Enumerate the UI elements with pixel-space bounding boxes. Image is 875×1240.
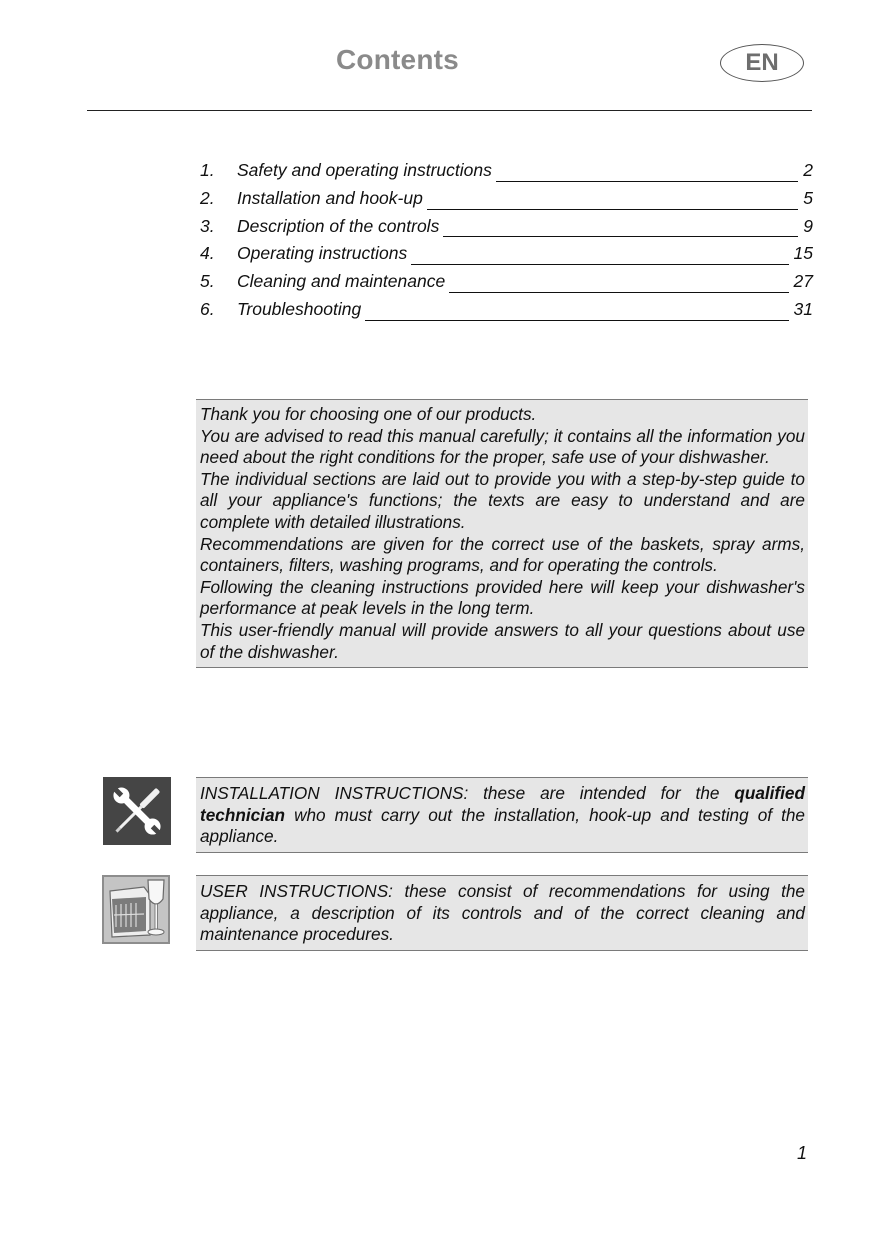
page-number: 1: [797, 1143, 808, 1163]
toc-entry-operating[interactable]: [200, 243, 813, 271]
toc-entry-safety[interactable]: [200, 160, 813, 188]
toc-page-number: 2: [803, 160, 813, 180]
intro-paragraph: You are advised to read this manual carefully; it contains all the information you need about the right conditions for the proper, safe use of your dishwasher.: [200, 425, 805, 468]
user-instructions-note: [196, 875, 808, 951]
toc-leader-line: [496, 181, 798, 182]
installation-note-text-end: who must carry out the installation, hook-up and testing of the appliance.: [200, 804, 805, 847]
toc-entry-controls[interactable]: [200, 216, 813, 244]
intro-note: [196, 399, 808, 668]
toc-leader-line: [449, 292, 788, 293]
toc-leader-line: [427, 209, 798, 210]
intro-paragraph: Recommendations are given for the correct use of the baskets, spray arms, containers, filters, washing programs, and for operating the controls.: [200, 533, 805, 576]
toc-title: Operating instructions: [237, 243, 408, 264]
installation-note-text: INSTALLATION INSTRUCTIONS: these are intended for the: [200, 783, 735, 803]
toc-page-number: 27: [793, 271, 813, 292]
tools-icon: [103, 777, 171, 845]
toc-leader-line: [411, 264, 788, 265]
toc-number: 4.: [200, 243, 215, 264]
toc-number: 5.: [200, 271, 215, 292]
toc-title: Description of the controls: [237, 215, 440, 236]
intro-paragraph: Thank you for choosing one of our products.: [200, 404, 537, 424]
toc-page-number: 15: [793, 243, 813, 264]
toc-page-number: 5: [803, 187, 813, 208]
toc-number: 1.: [200, 160, 215, 180]
language-badge: EN: [720, 44, 804, 82]
toc-leader-line: [365, 320, 788, 321]
toc-title: Troubleshooting: [237, 298, 362, 319]
toc-title: Installation and hook-up: [237, 187, 423, 208]
toc-entry-troubleshooting[interactable]: [200, 299, 813, 327]
intro-paragraph: Following the cleaning instructions provided here will keep your dishwasher's performance at peak levels in the long term.: [200, 576, 805, 619]
toc-number: 6.: [200, 298, 215, 319]
installation-instructions-note: [196, 777, 808, 853]
installation-note-emphasis: qualified technician: [200, 783, 805, 825]
toc-entry-cleaning[interactable]: [200, 271, 813, 299]
table-of-contents: [200, 160, 813, 327]
intro-paragraph: This user-friendly manual will provide answers to all your questions about use of the dishwasher.: [200, 619, 805, 662]
toc-page-number: 31: [793, 298, 813, 319]
toc-entry-installation[interactable]: [200, 188, 813, 216]
page-title: Contents: [336, 44, 459, 75]
toc-page-number: 9: [803, 215, 813, 236]
toc-title: Cleaning and maintenance: [237, 271, 446, 292]
dishwasher-glass-icon: [102, 875, 170, 944]
toc-number: 2.: [200, 187, 215, 208]
toc-number: 3.: [200, 215, 215, 236]
header-divider: [87, 110, 812, 111]
intro-paragraph: The individual sections are laid out to provide you with a step-by-step guide to all your appliance's functions; the texts are easy to understand and are complete with detailed illustrations.: [200, 468, 805, 532]
toc-leader-line: [443, 236, 798, 237]
user-note-text: USER INSTRUCTIONS: these consist of recommendations for using the appliance, a description of its controls and of the correct cleaning and maintenance procedures.: [200, 881, 805, 945]
toc-title: Safety and operating instructions: [237, 160, 492, 180]
